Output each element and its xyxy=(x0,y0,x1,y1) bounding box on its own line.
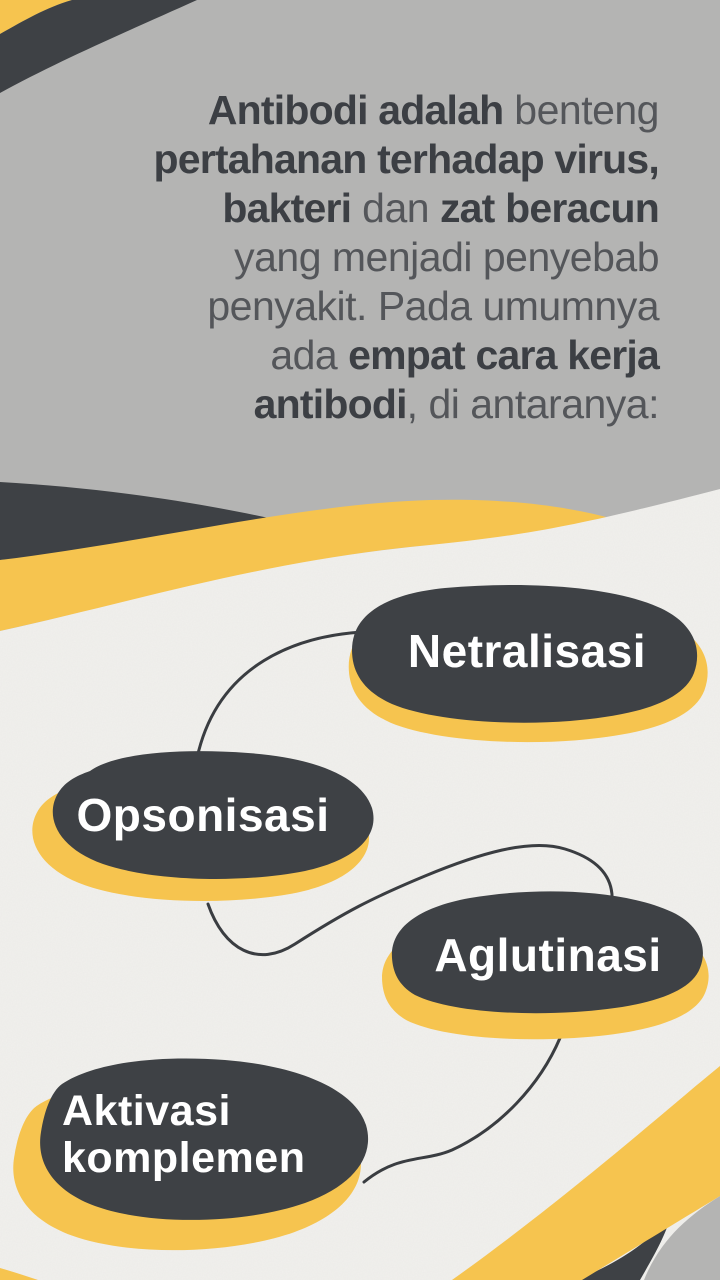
headline-line: yang menjadi penyebab xyxy=(234,234,659,280)
headline-line: pertahanan terhadap virus, xyxy=(153,136,659,182)
node-label-aktivasi-komplemen xyxy=(62,1088,372,1182)
node-label-opsonisasi: Opsonisasi xyxy=(76,789,330,841)
node-label-aglutinasi: Aglutinasi xyxy=(434,929,662,981)
node-label-line1: Aktivasi xyxy=(62,1087,231,1135)
headline-text xyxy=(30,86,659,429)
headline-line: antibodi, di antaranya: xyxy=(253,381,659,427)
node-label-netralisasi: Netralisasi xyxy=(407,625,647,677)
headline-line: Antibodi adalah benteng xyxy=(207,87,659,133)
headline-line: penyakit. Pada umumnya xyxy=(207,283,659,329)
headline-line: ada empat cara kerja xyxy=(270,332,659,378)
headline-line: bakteri dan zat beracun xyxy=(222,185,659,231)
node-label-line2: komplemen xyxy=(62,1134,306,1182)
